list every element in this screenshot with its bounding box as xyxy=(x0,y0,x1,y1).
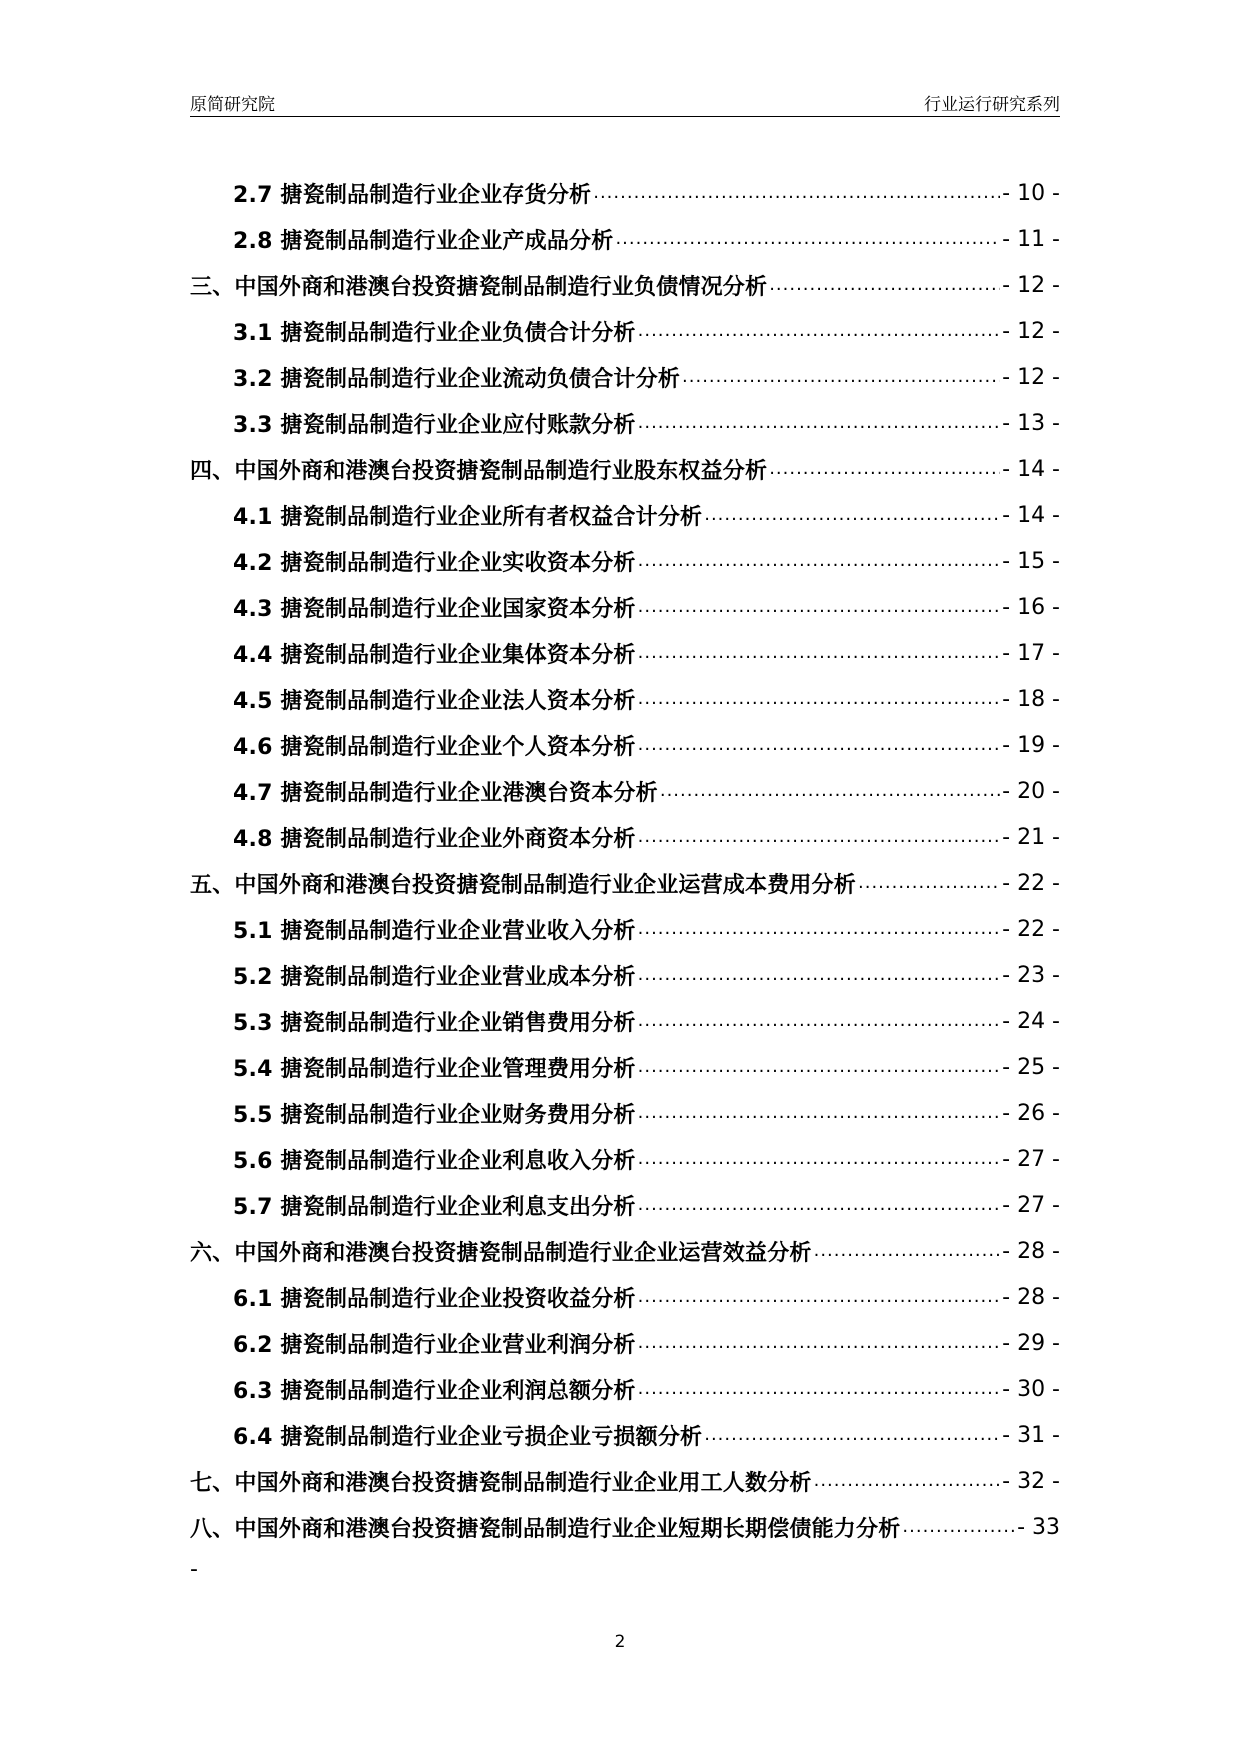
toc-dot-leader xyxy=(638,320,1001,342)
toc-entry-page: - 28 - xyxy=(1002,1284,1060,1310)
toc-dot-leader xyxy=(638,596,1001,618)
toc-entry-label: 5.3 搪瓷制品制造行业企业销售费用分析 xyxy=(233,1010,636,1036)
table-of-contents xyxy=(190,170,1060,1590)
toc-section-entry[interactable] xyxy=(190,538,1060,584)
toc-entry-label: 4.3 搪瓷制品制造行业企业国家资本分析 xyxy=(233,596,636,622)
toc-entry-page: - 27 - xyxy=(1002,1146,1060,1172)
toc-chapter-entry[interactable] xyxy=(190,1228,1060,1274)
toc-dot-leader xyxy=(858,872,1000,894)
toc-section-entry[interactable] xyxy=(190,354,1060,400)
toc-dot-leader xyxy=(769,274,1000,296)
toc-entry-label: 4.2 搪瓷制品制造行业企业实收资本分析 xyxy=(233,550,636,576)
toc-entry-label: 5.1 搪瓷制品制造行业企业营业收入分析 xyxy=(233,918,636,944)
toc-section-entry[interactable] xyxy=(190,492,1060,538)
toc-section-entry[interactable] xyxy=(190,1090,1060,1136)
toc-section-entry[interactable] xyxy=(190,308,1060,354)
toc-entry-page-wrap: - xyxy=(190,1557,198,1582)
toc-dot-leader xyxy=(638,734,1001,756)
toc-entry-page: - 32 - xyxy=(1002,1468,1060,1494)
toc-entry-label: 4.6 搪瓷制品制造行业企业个人资本分析 xyxy=(233,734,636,760)
toc-dot-leader xyxy=(704,1424,1000,1446)
toc-entry-page: - 21 - xyxy=(1002,824,1060,850)
toc-entry-label: 6.2 搪瓷制品制造行业企业营业利润分析 xyxy=(233,1332,636,1358)
toc-entry-label: 4.5 搪瓷制品制造行业企业法人资本分析 xyxy=(233,688,636,714)
toc-entry-page: - 12 - xyxy=(1002,272,1060,298)
toc-dot-leader xyxy=(682,366,1000,388)
toc-entry-label: 七、中国外商和港澳台投资搪瓷制品制造行业企业用工人数分析 xyxy=(190,1470,812,1496)
toc-dot-leader xyxy=(638,412,1001,434)
toc-entry-label: 2.8 搪瓷制品制造行业企业产成品分析 xyxy=(233,228,614,254)
toc-dot-leader xyxy=(638,918,1001,940)
toc-entry-page: - 27 - xyxy=(1002,1192,1060,1218)
toc-dot-leader xyxy=(638,826,1001,848)
toc-section-entry[interactable] xyxy=(190,1366,1060,1412)
toc-entry-label: 4.1 搪瓷制品制造行业企业所有者权益合计分析 xyxy=(233,504,703,530)
page-header xyxy=(190,86,1060,117)
toc-chapter-entry[interactable] xyxy=(190,446,1060,492)
toc-entry-label: 5.7 搪瓷制品制造行业企业利息支出分析 xyxy=(233,1194,636,1220)
toc-entry-page: - 12 - xyxy=(1002,364,1060,390)
toc-entry-page: - 20 - xyxy=(1002,778,1060,804)
toc-entry-page: - 13 - xyxy=(1002,410,1060,436)
toc-entry-page: - 23 - xyxy=(1002,962,1060,988)
toc-entry-label: 5.6 搪瓷制品制造行业企业利息收入分析 xyxy=(233,1148,636,1174)
header-series-name: 行业运行研究系列 xyxy=(924,95,1060,115)
toc-dot-leader xyxy=(638,1378,1001,1400)
toc-section-entry[interactable] xyxy=(190,1044,1060,1090)
toc-entry-label: 八、中国外商和港澳台投资搪瓷制品制造行业企业短期长期偿债能力分析 xyxy=(190,1516,901,1542)
toc-entry-label: 2.7 搪瓷制品制造行业企业存货分析 xyxy=(233,182,592,208)
toc-entry-page: - 15 - xyxy=(1002,548,1060,574)
toc-section-entry[interactable] xyxy=(190,1320,1060,1366)
toc-entry-page: - 18 - xyxy=(1002,686,1060,712)
toc-dot-leader xyxy=(638,1332,1001,1354)
toc-dot-leader xyxy=(902,1516,1015,1538)
toc-section-entry[interactable] xyxy=(190,630,1060,676)
toc-entry-page: - 24 - xyxy=(1002,1008,1060,1034)
toc-section-entry[interactable] xyxy=(190,952,1060,998)
toc-entry-page: - 28 - xyxy=(1002,1238,1060,1264)
toc-entry-page: - 30 - xyxy=(1002,1376,1060,1402)
toc-dot-leader xyxy=(814,1240,1001,1262)
toc-dot-leader xyxy=(615,228,1000,250)
toc-entry-page: - 10 - xyxy=(1002,180,1060,206)
toc-entry-label: 六、中国外商和港澳台投资搪瓷制品制造行业企业运营效益分析 xyxy=(190,1240,812,1266)
toc-entry-label: 6.3 搪瓷制品制造行业企业利润总额分析 xyxy=(233,1378,636,1404)
toc-section-entry[interactable] xyxy=(190,1412,1060,1458)
toc-entry-label: 5.4 搪瓷制品制造行业企业管理费用分析 xyxy=(233,1056,636,1082)
toc-entry-page: - 29 - xyxy=(1002,1330,1060,1356)
toc-dot-leader xyxy=(814,1470,1001,1492)
toc-section-entry[interactable] xyxy=(190,814,1060,860)
toc-entry-page: - 25 - xyxy=(1002,1054,1060,1080)
header-org-name: 原简研究院 xyxy=(190,95,275,115)
toc-entry-label: 3.1 搪瓷制品制造行业企业负债合计分析 xyxy=(233,320,636,346)
toc-entry-label: 三、中国外商和港澳台投资搪瓷制品制造行业负债情况分析 xyxy=(190,274,768,300)
toc-section-entry[interactable] xyxy=(190,676,1060,722)
toc-section-entry[interactable] xyxy=(190,216,1060,262)
toc-entry-label: 5.2 搪瓷制品制造行业企业营业成本分析 xyxy=(233,964,636,990)
toc-chapter-entry[interactable] xyxy=(190,262,1060,308)
toc-section-entry[interactable] xyxy=(190,768,1060,814)
toc-entry-label: 四、中国外商和港澳台投资搪瓷制品制造行业股东权益分析 xyxy=(190,458,768,484)
toc-entry-label: 3.3 搪瓷制品制造行业企业应付账款分析 xyxy=(233,412,636,438)
toc-entry-label: 3.2 搪瓷制品制造行业企业流动负债合计分析 xyxy=(233,366,681,392)
toc-entry-page: - 26 - xyxy=(1002,1100,1060,1126)
toc-dot-leader xyxy=(638,688,1001,710)
toc-entry-page: - 12 - xyxy=(1002,318,1060,344)
toc-section-entry[interactable] xyxy=(190,400,1060,446)
toc-section-entry[interactable] xyxy=(190,1182,1060,1228)
toc-entry-label: 4.4 搪瓷制品制造行业企业集体资本分析 xyxy=(233,642,636,668)
toc-entry-page: - 22 - xyxy=(1002,870,1060,896)
toc-entry-label: 6.4 搪瓷制品制造行业企业亏损企业亏损额分析 xyxy=(233,1424,703,1450)
toc-section-entry[interactable] xyxy=(190,1136,1060,1182)
toc-dot-leader xyxy=(638,1010,1001,1032)
toc-section-entry[interactable] xyxy=(190,906,1060,952)
toc-dot-leader xyxy=(638,964,1001,986)
toc-entry-page: - 14 - xyxy=(1002,456,1060,482)
toc-entry-label: 4.7 搪瓷制品制造行业企业港澳台资本分析 xyxy=(233,780,658,806)
toc-entry-label: 5.5 搪瓷制品制造行业企业财务费用分析 xyxy=(233,1102,636,1128)
toc-dot-leader xyxy=(704,504,1000,526)
toc-dot-leader xyxy=(638,642,1001,664)
toc-dot-leader xyxy=(593,182,1000,204)
toc-dot-leader xyxy=(638,1056,1001,1078)
toc-entry-page: - 19 - xyxy=(1002,732,1060,758)
toc-section-entry[interactable] xyxy=(190,998,1060,1044)
toc-dot-leader xyxy=(638,1194,1001,1216)
toc-entry-page: - 17 - xyxy=(1002,640,1060,666)
toc-section-entry[interactable] xyxy=(190,584,1060,630)
toc-chapter-entry[interactable] xyxy=(190,860,1060,906)
toc-entry-page: - 31 - xyxy=(1002,1422,1060,1448)
toc-dot-leader xyxy=(638,1286,1001,1308)
toc-dot-leader xyxy=(638,550,1001,572)
toc-entry-label: 4.8 搪瓷制品制造行业企业外商资本分析 xyxy=(233,826,636,852)
toc-chapter-entry[interactable] xyxy=(190,1458,1060,1504)
toc-chapter-entry[interactable] xyxy=(190,1504,1060,1550)
toc-dot-leader xyxy=(638,1148,1001,1170)
toc-entry-label: 五、中国外商和港澳台投资搪瓷制品制造行业企业运营成本费用分析 xyxy=(190,872,857,898)
toc-entry-page: - 33 xyxy=(1017,1514,1060,1540)
toc-section-entry[interactable] xyxy=(190,170,1060,216)
toc-entry-page: - 22 - xyxy=(1002,916,1060,942)
toc-entry-label: 6.1 搪瓷制品制造行业企业投资收益分析 xyxy=(233,1286,636,1312)
page-number: 2 xyxy=(614,1632,626,1652)
toc-dot-leader xyxy=(769,458,1000,480)
toc-dot-leader xyxy=(660,780,1000,802)
toc-section-entry[interactable] xyxy=(190,1274,1060,1320)
toc-dot-leader xyxy=(638,1102,1001,1124)
toc-entry-page: - 11 - xyxy=(1002,226,1060,252)
toc-section-entry[interactable] xyxy=(190,722,1060,768)
toc-entry-page: - 16 - xyxy=(1002,594,1060,620)
toc-entry-page: - 14 - xyxy=(1002,502,1060,528)
